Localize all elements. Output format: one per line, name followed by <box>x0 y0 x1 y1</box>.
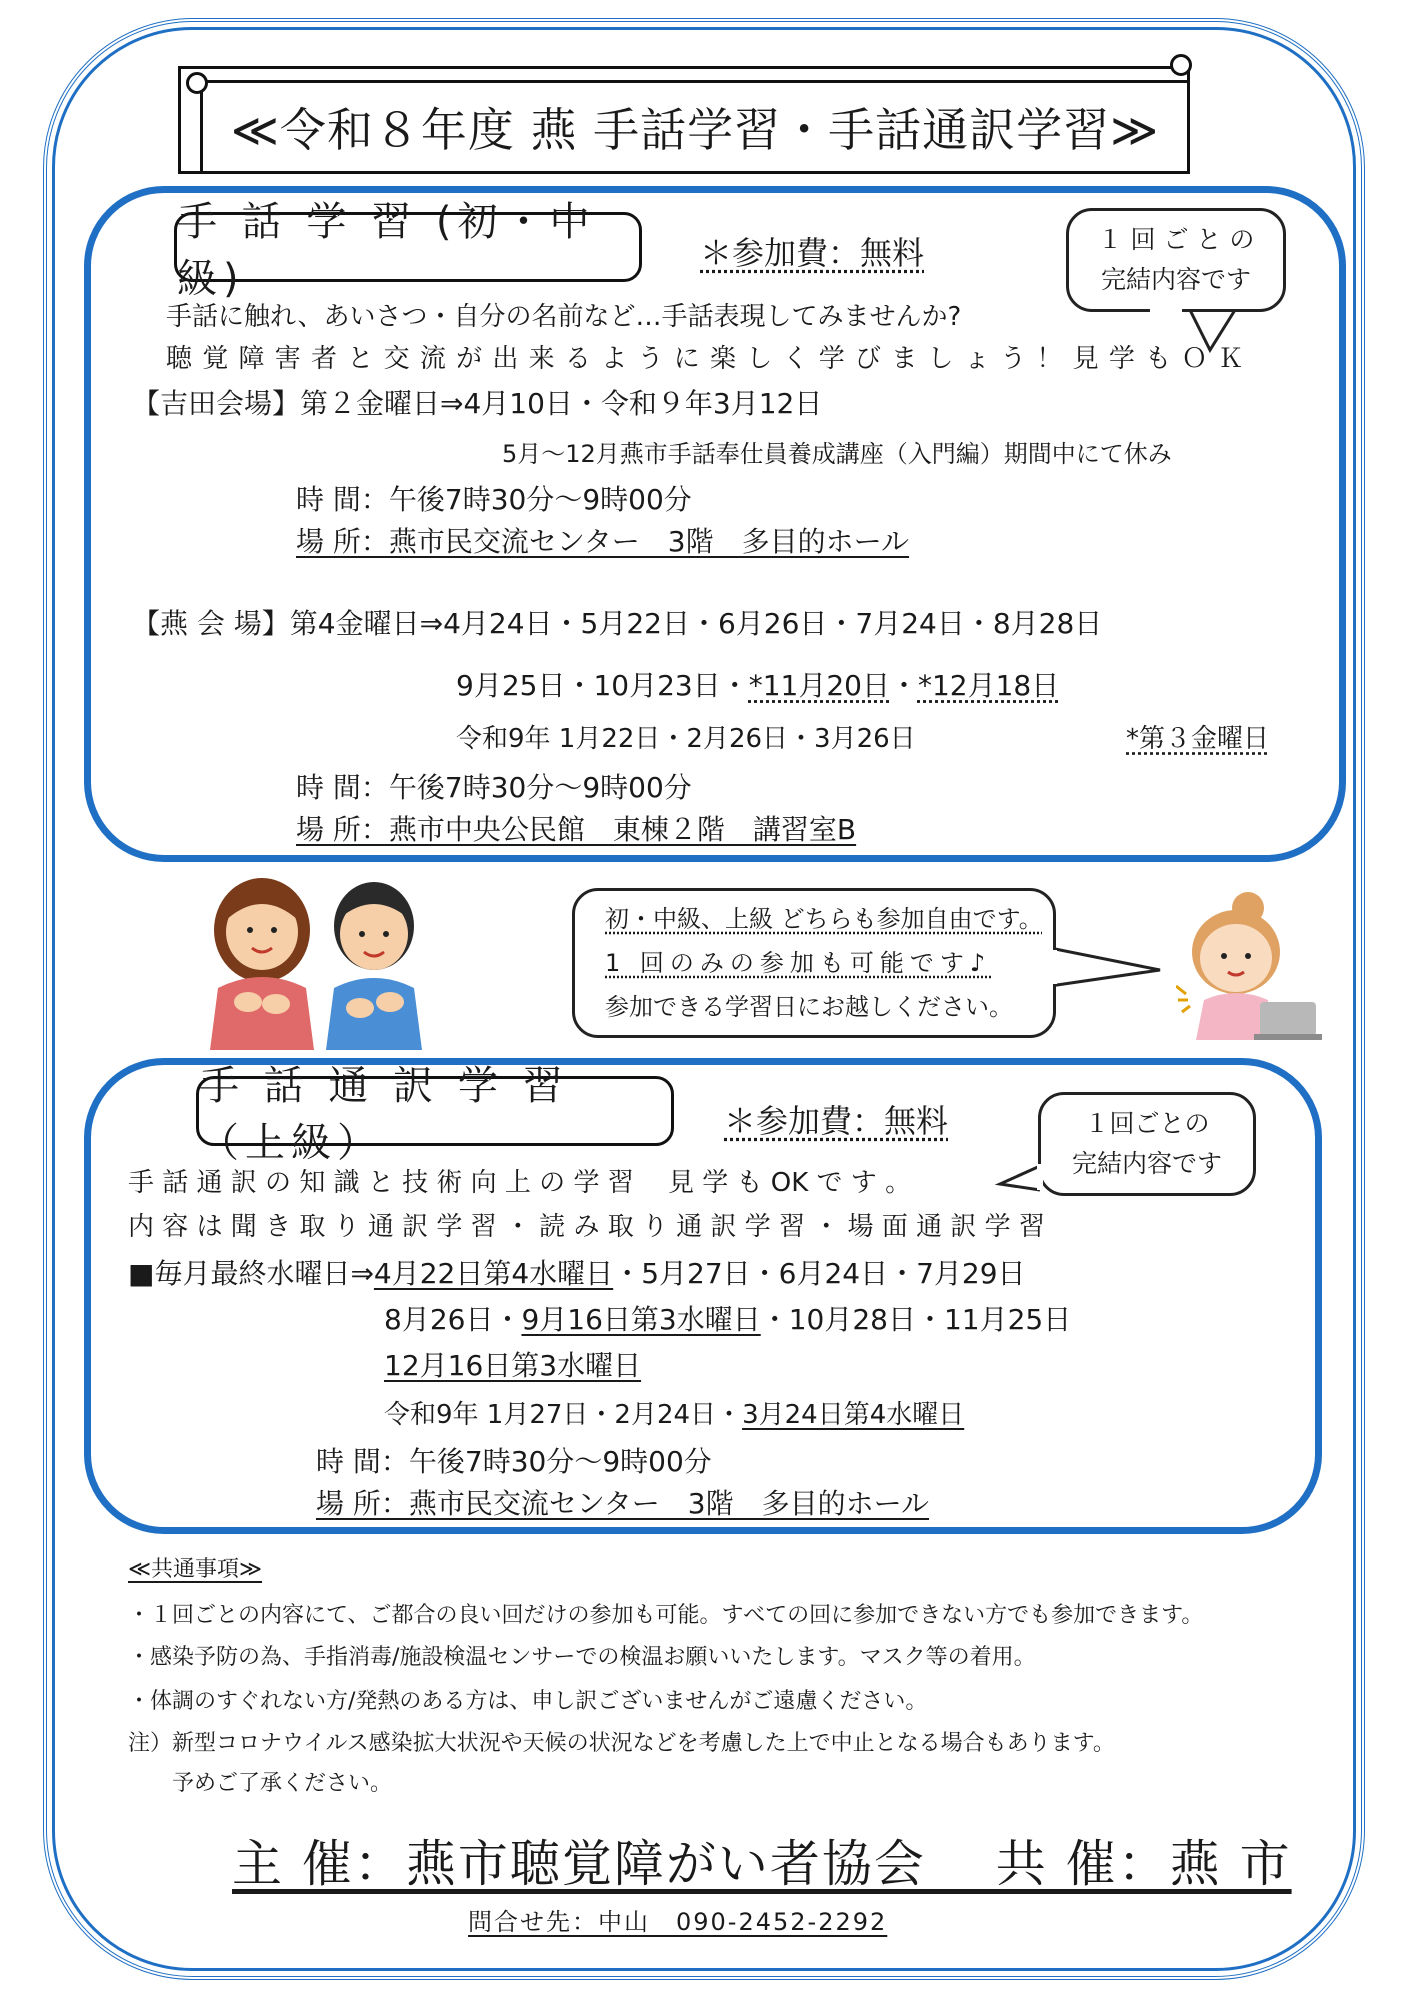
common-item: 予めご了承ください。 <box>128 1771 393 1796</box>
common-item: 注）新型コロナウイルス感染拡大状況や天候の状況などを考慮した上で中止となる場合もあります。 <box>128 1731 1115 1756</box>
middle-bubble-line: 1 回のみの参加も可能です♪ <box>605 949 992 977</box>
page-title: ≪令和８年度 燕 手話学習・手話通訳学習≫ <box>230 103 1160 157</box>
tsubame-date-text: 9月25日・10月23日・ <box>456 669 749 702</box>
advanced-dates-rest: ・5月27日・6月24日・7月29日 <box>613 1257 1026 1290</box>
advanced-bubble-tail-mask <box>1037 1164 1043 1190</box>
advanced-dates-1 <box>128 1252 1026 1292</box>
yoshida-place: 場 所：燕市民交流センター 3階 多目的ホール <box>296 525 910 558</box>
woman-laptop-icon <box>1176 890 1326 1040</box>
bubble-line: 完結内容です <box>1071 1149 1222 1178</box>
yoshida-note: 5月～12月燕市手話奉仕員養成講座（入門編）期間中にて休み <box>502 440 1172 468</box>
tsubame-third-friday: *第３金曜日 <box>1126 724 1270 754</box>
beginner-intro-2: 聴 覚 障 害 者 と 交 流 が 出 来 る よ う に 楽 し く 学 び ま し ょ う ！ 見 学 も Ｏ Ｋ <box>166 344 1245 374</box>
tsubame-place: 場 所：燕市中央公民館 東棟２階 講習室B <box>296 813 857 846</box>
tsubame-date-nov: *11月20日 <box>748 669 890 702</box>
bubble-line: １回ごとの <box>1084 1109 1210 1138</box>
contact: 問合せ先：中山 090-2452-2292 <box>468 1908 888 1936</box>
tsubame-sep: ・ <box>889 669 918 702</box>
middle-bubble-tail-mask <box>1051 950 1057 984</box>
advanced-dates-4 <box>384 1394 964 1431</box>
advanced-dates-text: 8月26日・ <box>384 1303 522 1336</box>
tsubame-schedule: 【燕 会 場】第4金曜日⇒4月24日・5月22日・6月26日・7月24日・8月28日 <box>132 607 1103 640</box>
scroll-curl-right-icon <box>1170 54 1192 76</box>
advanced-dates-rest: ・10月28日・11月25日 <box>760 1303 1072 1336</box>
advanced-fee: ＊参加費：無料 <box>724 1102 949 1140</box>
tsubame-dates-3: 令和9年 1月22日・2月26日・3月26日 <box>456 724 916 754</box>
organizer: 主 催：燕市聴覚障がい者協会 共 催：燕 市 <box>232 1835 1292 1893</box>
advanced-date-sep: 9月16日第3水曜日 <box>521 1303 761 1336</box>
bubble-tail-mask <box>1150 308 1182 314</box>
middle-bubble-line: 初・中級、上級 どちらも参加自由です。 <box>605 905 1043 933</box>
beginner-intro-1: 手話に触れ、あいさつ・自分の名前など…手話表現してみませんか? <box>166 302 962 332</box>
common-item: ・体調のすぐれない方/発熱のある方は、申し訳ございませんがご遠慮ください。 <box>128 1689 928 1714</box>
advanced-dates-2 <box>384 1298 1071 1338</box>
advanced-intro-1: 手 話 通 訳 の 知 識 と 技 術 向 上 の 学 習 見 学 も OK で す 。 <box>128 1168 912 1198</box>
yoshida-time: 時 間：午後7時30分～9時00分 <box>296 483 692 516</box>
advanced-place: 場 所：燕市民交流センター 3階 多目的ホール <box>316 1487 930 1520</box>
middle-bubble-tail-icon <box>1050 940 1170 1000</box>
beginner-label: 手 話 学 習 (初・中級) <box>174 212 642 282</box>
common-item: ・１回ごとの内容にて、ご都合の良い回だけの参加も可能。すべての回に参加できない方でも参加できます。 <box>128 1603 1204 1628</box>
advanced-time: 時 間：午後7時30分～9時00分 <box>316 1445 712 1478</box>
common-item: ・感染予防の為、手指消毒/施設検温センサーでの検温お願いいたします。マスク等の着用。 <box>128 1645 1036 1670</box>
bubble-line: 完結内容です <box>1100 265 1251 294</box>
advanced-bubble <box>1038 1092 1256 1196</box>
middle-bubble <box>572 888 1056 1038</box>
advanced-date-dec: 12月16日第3水曜日 <box>384 1349 642 1382</box>
advanced-dates-prefix: ■毎月最終水曜日⇒ <box>128 1257 374 1290</box>
yoshida-schedule: 【吉田会場】第２金曜日⇒4月10日・令和９年3月12日 <box>132 387 823 420</box>
signing-people-icon <box>200 870 440 1050</box>
bubble-line: １ 回 ご と の <box>1097 225 1255 254</box>
middle-bubble-line: 参加できる学習日にお越しください。 <box>605 993 1013 1021</box>
advanced-label: 手 話 通 訳 学 習 （上級） <box>196 1076 674 1146</box>
tsubame-date-dec: *12月18日 <box>917 669 1060 702</box>
advanced-date-mar: 3月24日第4水曜日 <box>742 1400 965 1430</box>
advanced-dates-text: 令和9年 1月27日・2月24日・ <box>384 1400 743 1430</box>
advanced-date-apr: 4月22日第4水曜日 <box>373 1257 614 1290</box>
advanced-intro-2: 内 容 は 聞 き 取 り 通 訳 学 習 ・ 読 み 取 り 通 訳 学 習 ・ 場 面 通 訳 学 習 <box>128 1212 1045 1242</box>
tsubame-dates-2 <box>456 664 1059 704</box>
common-heading: ≪共通事項≫ <box>128 1557 263 1582</box>
beginner-fee: ＊参加費：無料 <box>700 234 925 272</box>
tsubame-time: 時 間：午後7時30分～9時00分 <box>296 771 692 804</box>
beginner-bubble <box>1066 208 1286 312</box>
